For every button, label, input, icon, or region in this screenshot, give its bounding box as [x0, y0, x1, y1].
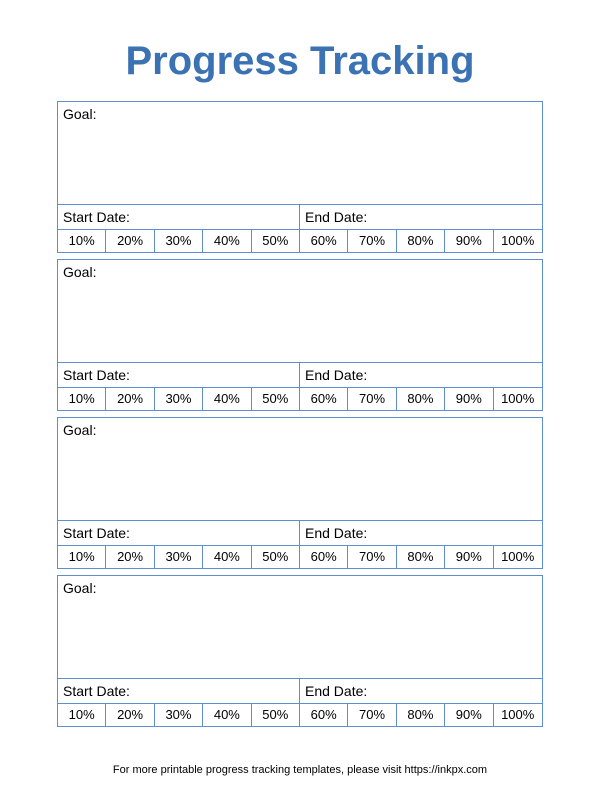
progress-cell-40[interactable]: 40%	[203, 388, 251, 410]
goal-label: Goal:	[63, 264, 97, 280]
progress-cell-80[interactable]: 80%	[397, 546, 445, 568]
end-date-label: End Date:	[305, 683, 368, 699]
progress-row	[58, 546, 542, 568]
start-date-field[interactable]	[58, 679, 300, 703]
end-date-label: End Date:	[305, 367, 368, 383]
goal-field[interactable]	[58, 418, 542, 521]
end-date-label: End Date:	[305, 209, 368, 225]
progress-row	[58, 388, 542, 410]
progress-cell-20[interactable]: 20%	[106, 230, 154, 252]
progress-cell-80[interactable]: 80%	[397, 388, 445, 410]
end-date-label: End Date:	[305, 525, 368, 541]
dates-row	[58, 205, 542, 230]
footer-note: For more printable progress tracking templates, please visit https://inkpx.com	[112, 764, 488, 776]
progress-cell-50[interactable]: 50%	[252, 388, 300, 410]
progress-cell-100[interactable]: 100%	[501, 707, 535, 722]
progress-cell-10[interactable]: 10%	[58, 388, 106, 410]
progress-cell-50[interactable]: 50%	[252, 704, 300, 726]
end-date-field[interactable]	[300, 521, 542, 545]
start-date-label: Start Date:	[63, 525, 130, 541]
progress-cell-30[interactable]: 30%	[155, 388, 203, 410]
goal-label: Goal:	[63, 580, 97, 596]
progress-cell-20[interactable]: 20%	[106, 546, 154, 568]
dates-row	[58, 363, 542, 388]
dates-row	[58, 679, 542, 704]
dates-row	[58, 521, 542, 546]
progress-cell-90[interactable]: 90%	[445, 230, 493, 252]
end-date-field[interactable]	[300, 363, 542, 387]
progress-cell-20[interactable]: 20%	[106, 388, 154, 410]
progress-cell-90[interactable]: 90%	[445, 546, 493, 568]
progress-cell-50[interactable]: 50%	[252, 230, 300, 252]
goal-blocks-container	[57, 101, 543, 733]
progress-cell-10[interactable]: 10%	[58, 230, 106, 252]
progress-cell-30[interactable]: 30%	[155, 546, 203, 568]
progress-cell-100[interactable]: 100%	[501, 233, 535, 248]
progress-cell-90[interactable]: 90%	[445, 388, 493, 410]
progress-cell-60[interactable]: 60%	[300, 546, 348, 568]
progress-cell-30[interactable]: 30%	[155, 230, 203, 252]
end-date-field[interactable]	[300, 205, 542, 229]
progress-cell-40[interactable]: 40%	[203, 704, 251, 726]
progress-cell-70[interactable]: 70%	[348, 704, 396, 726]
start-date-field[interactable]	[58, 521, 300, 545]
goal-label: Goal:	[63, 422, 97, 438]
progress-cell-40[interactable]: 40%	[203, 230, 251, 252]
progress-cell-100[interactable]: 100%	[501, 549, 535, 564]
end-date-field[interactable]	[300, 679, 542, 703]
progress-cell-70[interactable]: 70%	[348, 546, 396, 568]
progress-cell-40[interactable]: 40%	[203, 546, 251, 568]
progress-cell-10[interactable]: 10%	[58, 546, 106, 568]
start-date-field[interactable]	[58, 205, 300, 229]
progress-cell-60[interactable]: 60%	[300, 704, 348, 726]
goal-field[interactable]	[58, 576, 542, 679]
progress-cell-80[interactable]: 80%	[397, 704, 445, 726]
progress-row	[58, 230, 542, 252]
goal-field[interactable]	[58, 102, 542, 205]
progress-cell-50[interactable]: 50%	[252, 546, 300, 568]
progress-cell-80[interactable]: 80%	[397, 230, 445, 252]
goal-block	[57, 575, 543, 727]
goal-block	[57, 259, 543, 411]
progress-cell-60[interactable]: 60%	[300, 230, 348, 252]
start-date-label: Start Date:	[63, 209, 130, 225]
progress-cell-30[interactable]: 30%	[155, 704, 203, 726]
progress-cell-90[interactable]: 90%	[445, 704, 493, 726]
goal-block	[57, 101, 543, 253]
progress-cell-100[interactable]: 100%	[501, 391, 535, 406]
start-date-label: Start Date:	[63, 367, 130, 383]
page-title: Progress Tracking	[125, 39, 475, 83]
progress-cell-70[interactable]: 70%	[348, 230, 396, 252]
progress-cell-20[interactable]: 20%	[106, 704, 154, 726]
progress-row	[58, 704, 542, 726]
start-date-label: Start Date:	[63, 683, 130, 699]
goal-block	[57, 417, 543, 569]
progress-cell-60[interactable]: 60%	[300, 388, 348, 410]
progress-cell-70[interactable]: 70%	[348, 388, 396, 410]
goal-label: Goal:	[63, 106, 97, 122]
start-date-field[interactable]	[58, 363, 300, 387]
progress-cell-10[interactable]: 10%	[58, 704, 106, 726]
goal-field[interactable]	[58, 260, 542, 363]
